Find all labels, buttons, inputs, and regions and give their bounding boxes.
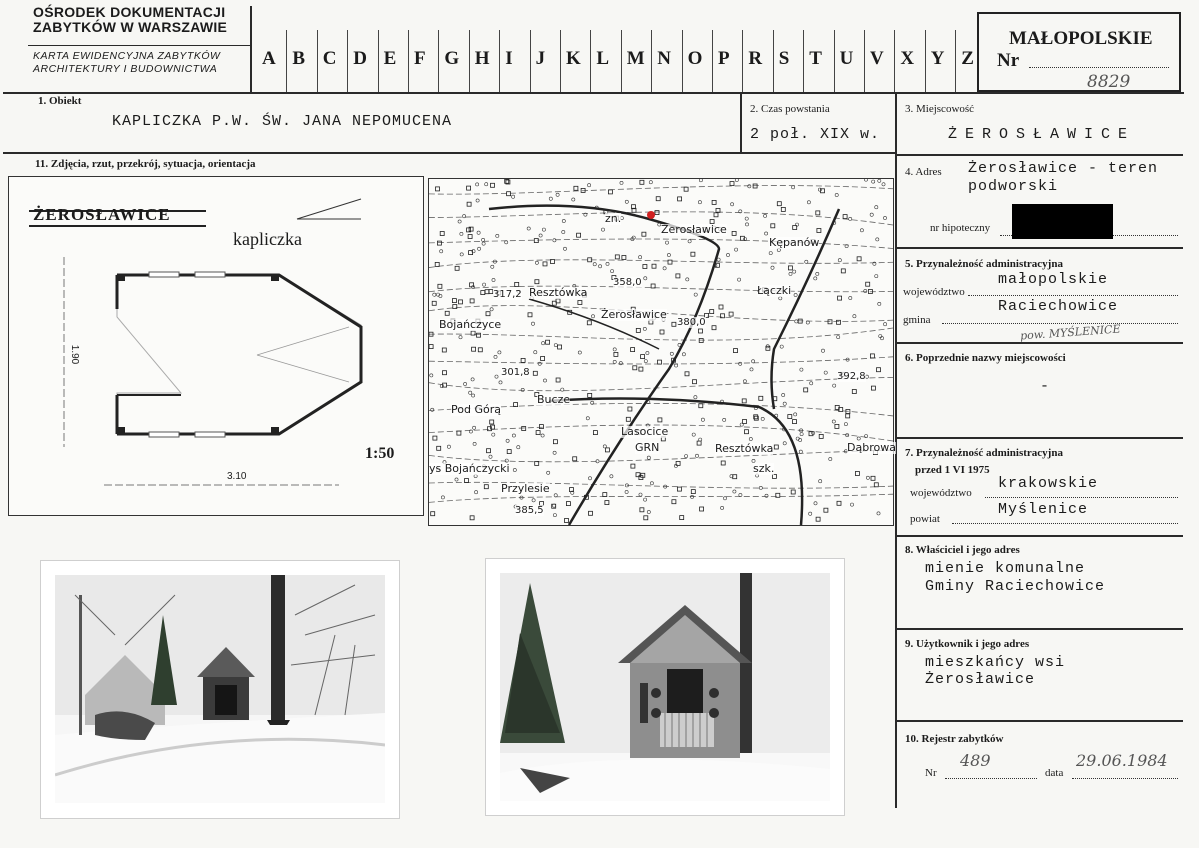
index-letter-e: E xyxy=(383,48,397,69)
index-separator xyxy=(469,30,470,92)
photos-label: 11. Zdjęcia, rzut, przekrój, sytuacja, orientacja xyxy=(35,158,256,170)
row-divider-2 xyxy=(3,152,896,154)
powiat-value: Myślenice xyxy=(998,501,1089,518)
index-separator xyxy=(925,30,926,92)
adres-label: 4. Adres xyxy=(905,166,942,178)
map-label: Przylesie xyxy=(501,482,550,495)
plan-title: ŻEROSŁAWICE xyxy=(33,205,171,224)
index-letter-c: C xyxy=(322,48,337,69)
powiat-dots xyxy=(952,523,1178,524)
map-label: Pod Górą xyxy=(451,403,501,416)
map-elevation: 380,0 xyxy=(677,317,706,328)
czas-value: 2 poł. XIX w. xyxy=(750,126,881,143)
gmina-value: Raciechowice xyxy=(998,298,1119,315)
map-label: Bucze xyxy=(537,393,571,406)
nr-label: Nr xyxy=(997,50,1020,71)
field-divider-4 xyxy=(897,154,1183,156)
index-separator xyxy=(773,30,774,92)
index-letter-i: I xyxy=(505,48,513,69)
index-letter-m: M xyxy=(626,48,645,69)
map-elevation: 317,2 xyxy=(493,289,522,300)
wlasciciel-line1: mienie komunalne xyxy=(925,560,1086,577)
map-label: zn. xyxy=(605,212,622,225)
poprzednie-label: 6. Poprzednie nazwy miejscowości xyxy=(905,352,1066,364)
rejestr-label: 10. Rejestr zabytków xyxy=(905,733,1004,745)
field-divider-5 xyxy=(897,247,1183,249)
header-divider xyxy=(28,45,250,46)
wojewodztwo7-label: województwo xyxy=(910,487,972,499)
institution-block xyxy=(33,5,248,76)
region-name: MAŁOPOLSKIE xyxy=(1009,28,1153,49)
gmina-dots xyxy=(942,323,1178,324)
index-letter-f: F xyxy=(414,48,426,69)
index-letter-s: S xyxy=(778,48,790,69)
institution-line2: ZABYTKÓW W WARSZAWIE xyxy=(33,19,228,35)
index-separator xyxy=(864,30,865,92)
wojewodztwo-dots xyxy=(968,295,1178,296)
index-separator xyxy=(499,30,500,92)
map-label: Łączki xyxy=(757,284,792,297)
index-separator xyxy=(834,30,835,92)
field-divider-8 xyxy=(897,535,1183,537)
region-box xyxy=(977,12,1181,92)
index-letter-z: Z xyxy=(961,48,974,69)
header-vline xyxy=(250,6,252,92)
floor-plan-panel xyxy=(8,176,424,516)
index-separator xyxy=(712,30,713,92)
index-separator xyxy=(530,30,531,92)
admin7-sub: przed 1 VI 1975 xyxy=(915,464,990,476)
index-separator xyxy=(621,30,622,92)
index-separator xyxy=(803,30,804,92)
index-letter-k: K xyxy=(566,48,581,69)
uzytkownik-line2: Żerosławice xyxy=(925,671,1036,688)
index-letter-r: R xyxy=(748,48,763,69)
map-label: Bojańczyce xyxy=(439,318,502,331)
gmina-label: gmina xyxy=(903,314,931,326)
plan-subtitle: kapliczka xyxy=(233,229,302,249)
index-separator xyxy=(347,30,348,92)
index-separator xyxy=(438,30,439,92)
map-elevation: 392,8 xyxy=(837,371,866,382)
index-letter-x: X xyxy=(900,48,915,69)
field-divider-10 xyxy=(897,720,1183,722)
index-separator xyxy=(560,30,561,92)
wlasciciel-line2: Gminy Raciechowice xyxy=(925,578,1106,595)
nr-dots xyxy=(1029,67,1169,68)
index-letter-o: O xyxy=(687,48,703,69)
index-separator xyxy=(955,30,956,92)
index-separator xyxy=(378,30,379,92)
plan-dim-height: 1.90 xyxy=(69,344,81,365)
map-elevation: 385,5 xyxy=(515,505,544,516)
map-label: Lasocice xyxy=(621,425,669,438)
index-separator xyxy=(682,30,683,92)
admin5-label: 5. Przynależność administracyjna xyxy=(905,258,1063,270)
map-label: Dąbrowa xyxy=(847,441,896,454)
gmina-note: pow. MYŚLENICE xyxy=(1019,322,1121,343)
index-letter-j: J xyxy=(535,48,546,69)
obiekt-label: 1. Obiekt xyxy=(38,95,82,107)
row-divider-1 xyxy=(3,92,1184,94)
wojewodztwo-value: małopolskie xyxy=(998,271,1109,288)
uzytkownik-line1: mieszkańcy wsi xyxy=(925,654,1066,671)
map-label: szk. xyxy=(753,462,775,475)
index-separator xyxy=(286,30,287,92)
nr-value: 8829 xyxy=(1087,72,1131,92)
admin7-label: 7. Przynależność administracyjna xyxy=(905,447,1063,459)
photo-right-image xyxy=(500,573,830,801)
col-divider-obiekt xyxy=(740,92,742,152)
index-separator xyxy=(590,30,591,92)
index-separator xyxy=(651,30,652,92)
uzytkownik-label: 9. Użytkownik i jego adres xyxy=(905,638,1030,650)
plan-scale: 1:50 xyxy=(365,445,395,462)
index-letter-p: P xyxy=(718,48,730,69)
map-label: ys Bojańczycki xyxy=(429,462,510,475)
wojewodztwo-label: województwo xyxy=(903,286,965,298)
index-letter-n: N xyxy=(657,48,671,69)
index-letter-h: H xyxy=(474,48,490,69)
rejestr-nr-value: 489 xyxy=(960,751,991,770)
index-letter-v: V xyxy=(870,48,884,69)
hipoteczny-redaction xyxy=(1012,204,1113,239)
map-label: GRN xyxy=(635,441,660,454)
map-label: Resztówka xyxy=(529,286,588,299)
map-elevation: 358,0 xyxy=(613,277,642,288)
index-separator xyxy=(742,30,743,92)
miejscowosc-value: ŻEROSŁAWICE xyxy=(948,126,1136,143)
rejestr-data-label: data xyxy=(1045,767,1064,779)
adres-line1: Żerosławice - teren xyxy=(968,160,1159,177)
map-label: Kępanów xyxy=(769,236,820,249)
wlasciciel-label: 8. Właściciel i jego adres xyxy=(905,544,1020,556)
rejestr-data-dots xyxy=(1072,778,1178,779)
photo-left xyxy=(40,560,400,819)
index-separator xyxy=(317,30,318,92)
rejestr-nr-dots xyxy=(945,778,1037,779)
index-letter-g: G xyxy=(444,48,460,69)
adres-line2: podworski xyxy=(968,178,1059,195)
index-letter-t: T xyxy=(809,48,822,69)
hipoteczny-label: nr hipoteczny xyxy=(930,222,991,234)
field-divider-9 xyxy=(897,628,1183,630)
card-type-line1: KARTA EWIDENCYJNA ZABYTKÓW xyxy=(33,50,221,62)
rejestr-data-value: 29.06.1984 xyxy=(1076,751,1168,770)
index-letter-l: L xyxy=(596,48,610,69)
map-label: Żerosławice xyxy=(661,223,727,236)
index-letter-y: Y xyxy=(930,48,945,69)
field-divider-6 xyxy=(897,342,1183,344)
card-type-line2: ARCHITEKTURY I BUDOWNICTWA xyxy=(33,63,218,75)
institution-line1: OŚRODEK DOKUMENTACJI xyxy=(33,4,226,20)
index-separator xyxy=(894,30,895,92)
wojewodztwo7-value: krakowskie xyxy=(998,475,1099,492)
index-letter-d: D xyxy=(353,48,367,69)
index-letter-b: B xyxy=(292,48,306,69)
miejscowosc-label: 3. Miejscowość xyxy=(905,103,975,115)
map-label: Resztówka xyxy=(715,442,774,455)
wojewodztwo7-dots xyxy=(985,497,1178,498)
map-label: Żerosławice xyxy=(601,308,667,321)
photo-left-image xyxy=(55,575,385,803)
poprzednie-value: - xyxy=(1040,378,1051,395)
rejestr-nr-label: Nr xyxy=(925,767,937,779)
location-map xyxy=(428,178,894,526)
photo-right xyxy=(485,558,845,816)
map-elevation: 301,8 xyxy=(501,367,530,378)
czas-label: 2. Czas powstania xyxy=(750,103,830,115)
plan-dim-width: 3.10 xyxy=(227,471,247,482)
index-separator xyxy=(408,30,409,92)
index-letter-a: A xyxy=(262,48,276,69)
field-divider-7 xyxy=(897,437,1183,439)
obiekt-value: KAPLICZKA P.W. ŚW. JANA NEPOMUCENA xyxy=(112,113,453,130)
index-letter-u: U xyxy=(839,48,854,69)
powiat-label: powiat xyxy=(910,513,940,525)
